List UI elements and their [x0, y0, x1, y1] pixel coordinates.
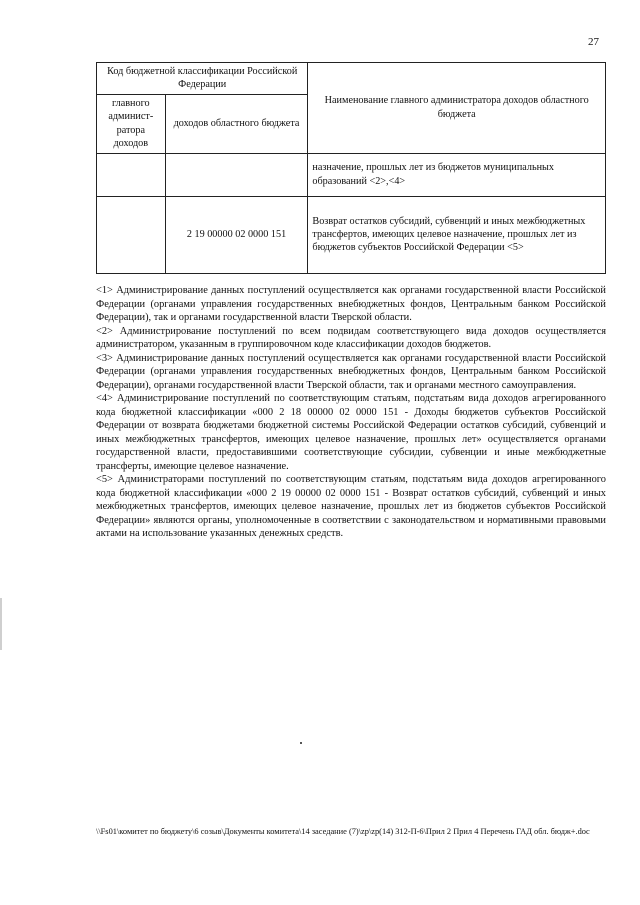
footnotes	[96, 284, 606, 541]
admin-column-header: главного админист-ратора доходов	[97, 94, 166, 153]
income-code-cell	[165, 153, 308, 196]
income-code-cell: 2 19 00000 02 0000 151	[165, 196, 308, 273]
income-column-header: доходов областного бюджета	[165, 94, 308, 153]
footnote-2: <2> Администрирование поступлений по всем подвидам соответствующего вида доходов осуществляется администратором, указанным в группировочном коде классификации доходов бюджетов.	[96, 325, 606, 351]
admin-code-cell	[97, 196, 166, 273]
scan-speck	[300, 742, 302, 744]
budget-classification-table	[96, 62, 606, 274]
name-column-header: Наименование главного администратора доходов областного бюджета	[308, 63, 606, 154]
group-header: Код бюджетной классификации Российской Федерации	[97, 63, 308, 95]
page-number: 27	[588, 36, 599, 48]
file-path-footer: \\Fs01\комитет по бюджету\6 созыв\Документы комитета\14 заседание (7)\zp\zp(14) 312-П-6\Прил 2 Прил 4 Перечень ГАД обл. бюдж+.doc	[96, 827, 590, 836]
table-header-row	[97, 63, 606, 95]
footnote-3: <3> Администрирование данных поступлений осуществляется как органами государственной власти Российской Федерации (органами управления государственных внебюджетных фондов, Центральным банком Российской Федерации), органами государственной власти Тверской области, так и органами местного самоуправления.	[96, 352, 606, 391]
admin-code-cell	[97, 153, 166, 196]
footnote-5: <5> Администраторами поступлений по соответствующим статьям, подстатьям вида доходов агрегированного кода бюджетной классификации «000 2 19 00000 02 0000 151 - Возврат остатков субсидий, субвенций и иных межбюджетных трансфертов, имеющих целевое назначение, прошлых лет из бюджетов субъектов Российской Федерации» являются органы, уполномоченные в соответствии с законодательством и нормативными правовыми актами на использование указанных денежных средств.	[96, 474, 606, 540]
footnote-4: <4> Администрирование поступлений по соответствующим статьям, подстатьям вида доходов агрегированного кода бюджетной классификации «000 2 18 00000 02 0000 151 - Доходы бюджетов субъектов Российской Федерации от возврата бюджетами бюджетной системы Российской Федерации остатков субсидий, субвенций и иных межбюджетных трансфертов, имеющих целевое назначение, прошлых лет» осуществляется органами государственной власти, предоставившими соответствующие субсидии, субвенции и иные межбюджетные трансферты, имеющие целевое назначение.	[96, 393, 606, 472]
table-row	[97, 196, 606, 273]
scan-edge-mark	[0, 598, 2, 650]
footnote-1: <1> Администрирование данных поступлений осуществляется как органами государственной власти Российской Федерации (органами управления государственных внебюджетных фондов, Центральным банком Российской Федерации), так и органами государственной власти Тверской области.	[96, 285, 606, 324]
name-cell: назначение, прошлых лет из бюджетов муниципальных образований <2>,<4>	[308, 153, 606, 196]
table-row	[97, 153, 606, 196]
name-cell: Возврат остатков субсидий, субвенций и иных межбюджетных трансфертов, имеющих целевое назначение, прошлых лет из бюджетов субъектов Российской Федерации <5>	[308, 196, 606, 273]
